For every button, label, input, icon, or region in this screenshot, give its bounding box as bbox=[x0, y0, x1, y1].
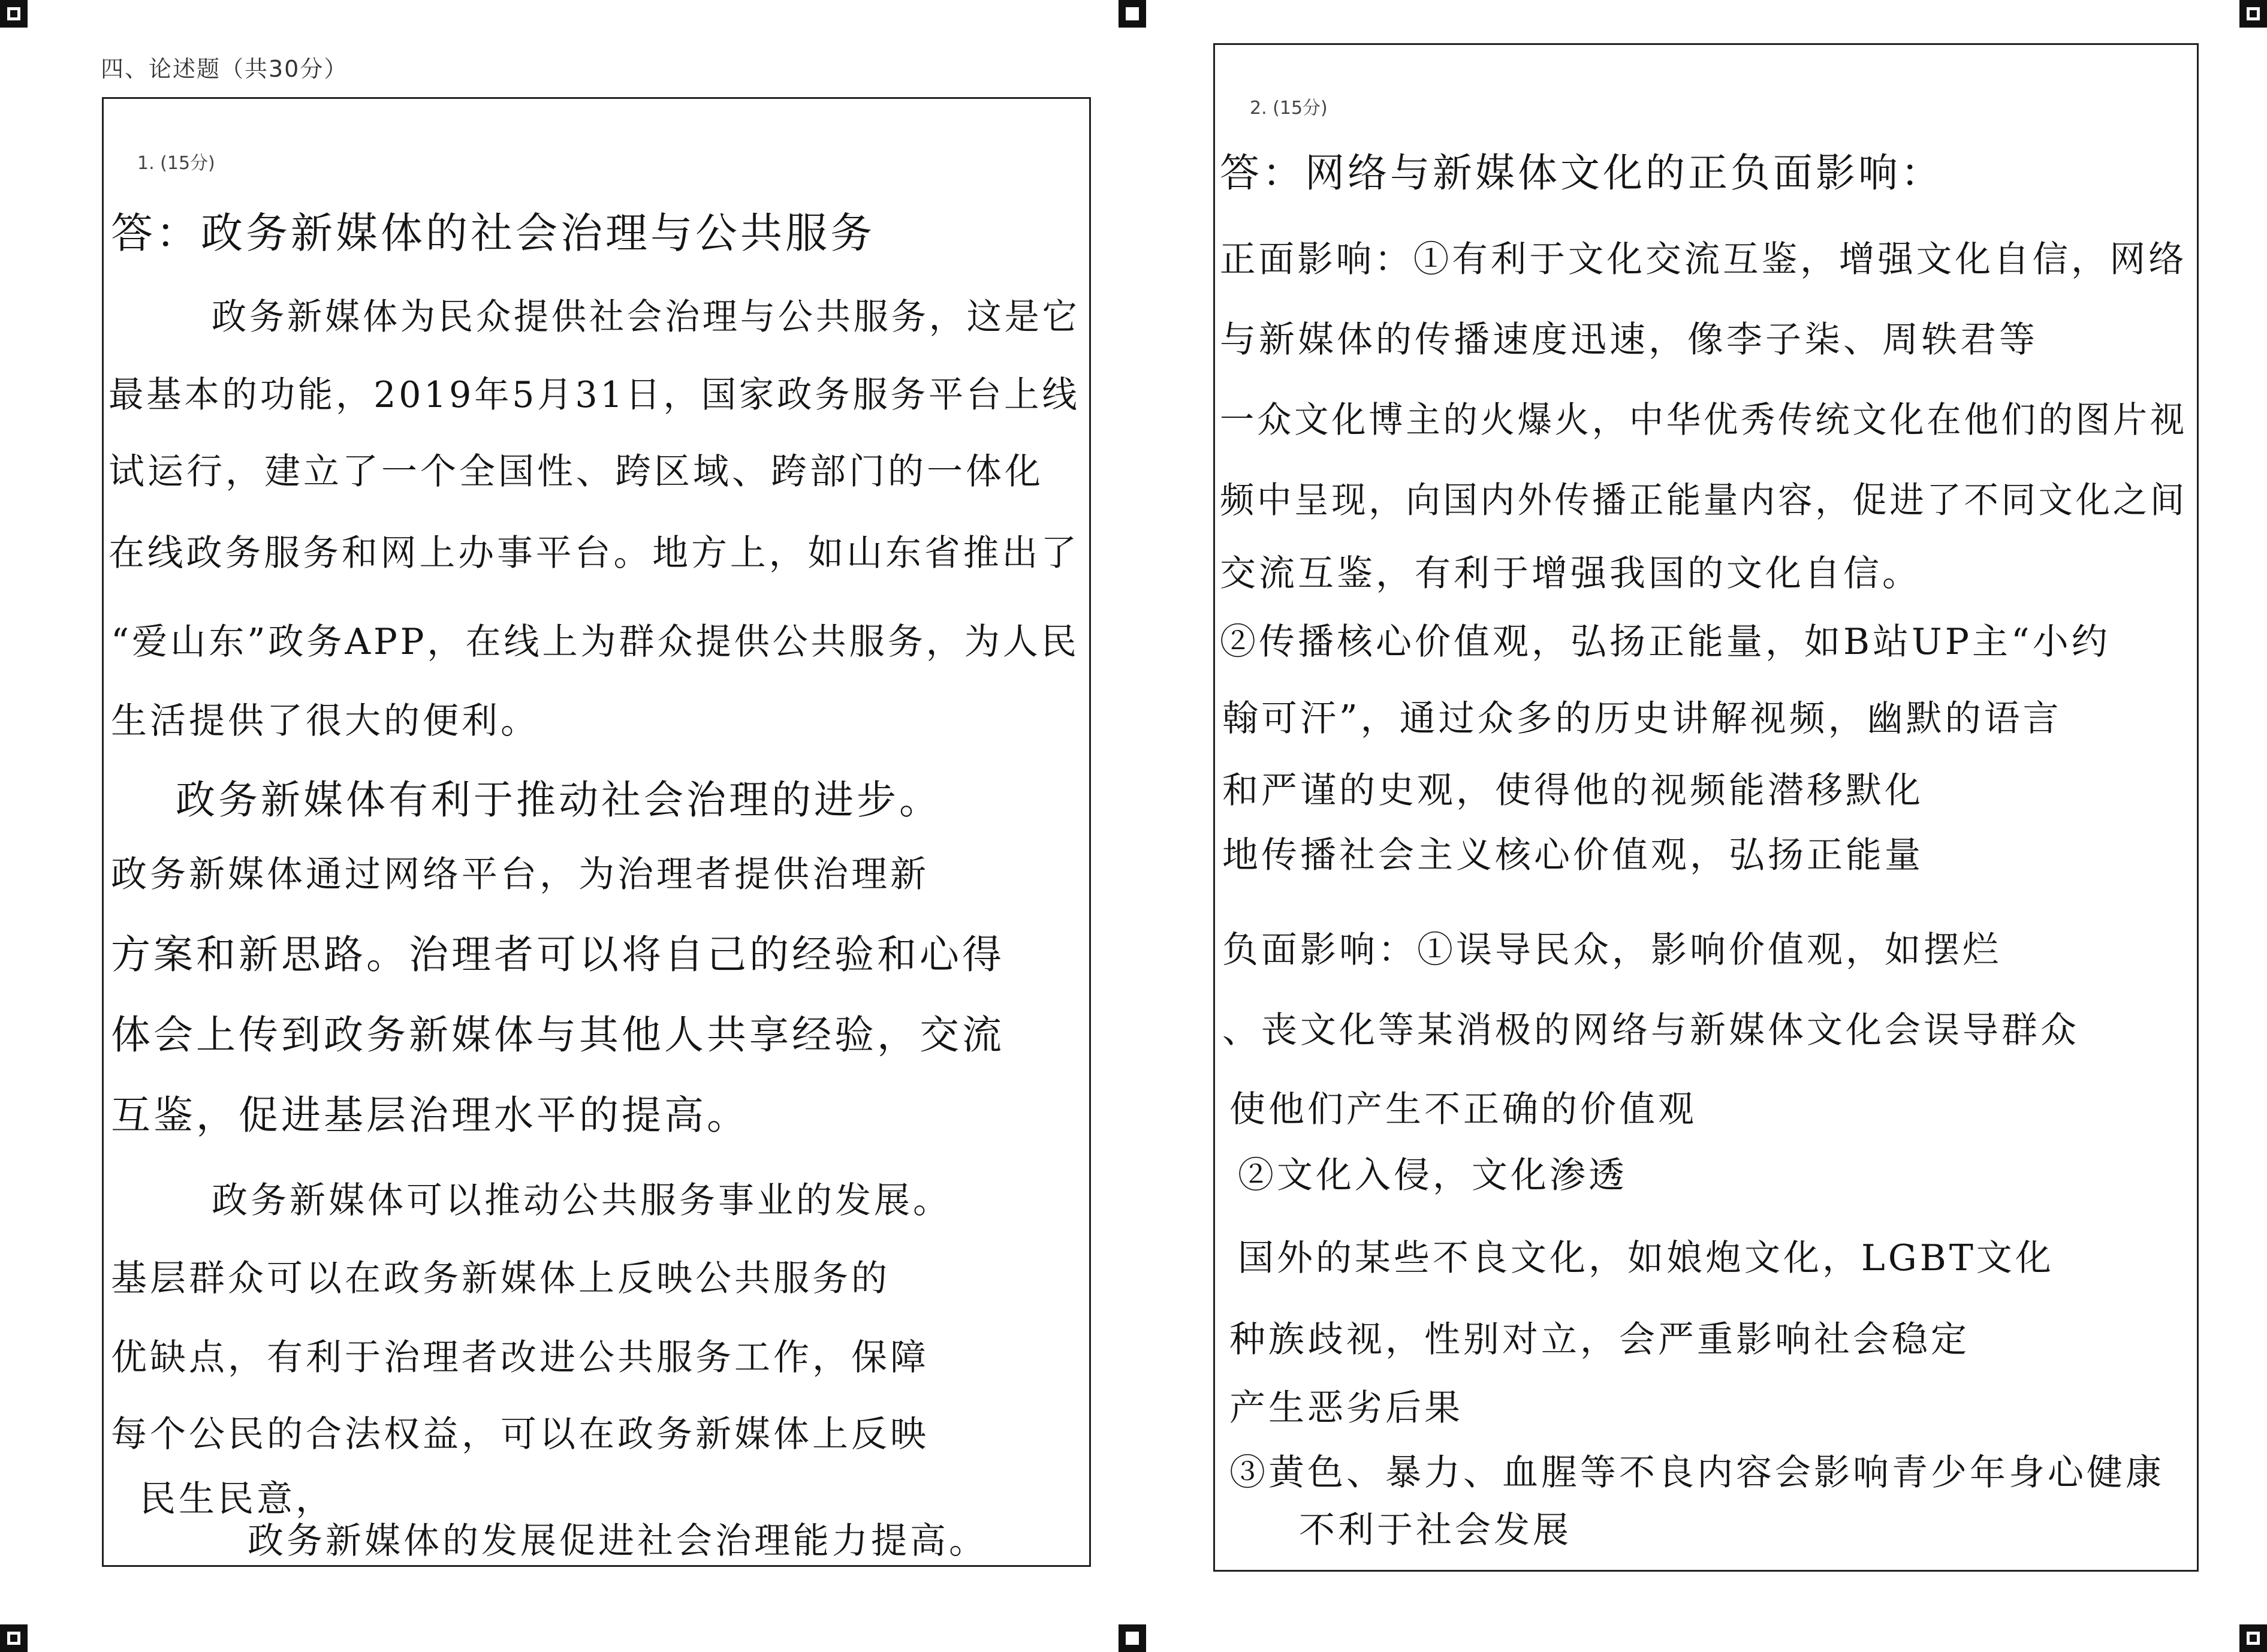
question-label-q1: 1. (15分) bbox=[137, 153, 215, 174]
answer-line: 一众文化博主的火爆火，中华优秀传统文化在他们的图片视 bbox=[1220, 399, 2187, 441]
answer-line: 国外的某些不良文化，如娘炮文化，LGBT文化 bbox=[1238, 1237, 2054, 1279]
section-title: 四、论述题（共30分） bbox=[101, 56, 348, 82]
answer-line: 在线政务服务和网上办事平台。地方上，如山东省推出了 bbox=[108, 532, 1080, 574]
answer-line: 每个公民的合法权益，可以在政务新媒体上反映 bbox=[111, 1413, 929, 1455]
answer-line: 交流互鉴，有利于增强我国的文化自信。 bbox=[1220, 553, 1921, 595]
answer-line: 基层群众可以在政务新媒体上反映公共服务的 bbox=[111, 1258, 890, 1300]
question-label-q2: 2. (15分) bbox=[1250, 98, 1328, 119]
answer-line: ③黄色、暴力、血腥等不良内容会影响青少年身心健康 bbox=[1229, 1452, 2164, 1494]
answer-line: 翰可汗”，通过众多的历史讲解视频，幽默的语言 bbox=[1222, 698, 2062, 740]
answer-line: 答：政务新媒体的社会治理与公共服务 bbox=[111, 209, 875, 258]
answer-line: 负面影响：①误导民众，影响价值观，如摆烂 bbox=[1222, 929, 2001, 971]
answer-line: 频中呈现，向国内外传播正能量内容，促进了不同文化之间 bbox=[1220, 480, 2187, 521]
answer-line: 试运行，建立了一个全国性、跨区域、跨部门的一体化 bbox=[108, 451, 1044, 493]
answer-box-q2 bbox=[1213, 43, 2199, 1572]
answer-line: 生活提供了很大的便利。 bbox=[111, 700, 539, 742]
answer-line: 政务新媒体的发展促进社会治理能力提高。 bbox=[248, 1520, 988, 1562]
answer-line: 正面影响：①有利于文化交流互鉴，增强文化自信，网络 bbox=[1220, 239, 2187, 281]
answer-line: 民生民意， bbox=[140, 1478, 334, 1520]
answer-line: 种族歧视，性别对立，会严重影响社会稳定 bbox=[1229, 1319, 1970, 1361]
answer-line: 体会上传到政务新媒体与其他人共享经验，交流 bbox=[111, 1012, 1005, 1058]
answer-line: 地传播社会主义核心价值观，弘扬正能量 bbox=[1222, 834, 1924, 876]
answer-line: 政务新媒体有利于推动社会治理的进步。 bbox=[176, 777, 942, 823]
registration-marker-bottom-right bbox=[2239, 1624, 2267, 1652]
answer-line: 互鉴，促进基层治理水平的提高。 bbox=[111, 1092, 749, 1138]
answer-line: 政务新媒体为民众提供社会治理与公共服务，这是它 bbox=[212, 296, 1080, 338]
answer-line: 使他们产生不正确的价值观 bbox=[1229, 1089, 1697, 1131]
answer-line: ②传播核心价值观，弘扬正能量，如B站UP主“小约 bbox=[1220, 621, 2111, 663]
answer-line: 产生恶劣后果 bbox=[1229, 1387, 1463, 1429]
answer-line: 与新媒体的传播速度迅速，像李子柒、周轶君等 bbox=[1220, 319, 2038, 361]
answer-line: 和严谨的史观，使得他的视频能潜移默化 bbox=[1222, 770, 1924, 812]
answer-box-q1 bbox=[102, 97, 1091, 1567]
answer-line: 答：网络与新媒体文化的正负面影响： bbox=[1220, 150, 1943, 196]
answer-line: 方案和新思路。治理者可以将自己的经验和心得 bbox=[111, 931, 1005, 978]
answer-line: 最基本的功能，2019年5月31日，国家政务服务平台上线 bbox=[108, 374, 1080, 416]
registration-marker-bottom-left bbox=[0, 1624, 28, 1652]
answer-line: 政务新媒体可以推动公共服务事业的发展。 bbox=[212, 1180, 952, 1222]
answer-line: 优缺点，有利于治理者改进公共服务工作，保障 bbox=[111, 1337, 929, 1379]
answer-line: 不利于社会发展 bbox=[1299, 1509, 1572, 1551]
registration-marker-bottom-center bbox=[1119, 1624, 1146, 1652]
registration-marker-top-right bbox=[2239, 0, 2267, 28]
answer-line: “爱山东”政务APP，在线上为群众提供公共服务，为人民 bbox=[111, 621, 1080, 663]
answer-line: 、丧文化等某消极的网络与新媒体文化会误导群众 bbox=[1222, 1009, 2079, 1051]
registration-marker-top-left bbox=[0, 0, 28, 28]
answer-line: ②文化入侵，文化渗透 bbox=[1238, 1154, 1627, 1196]
answer-line: 政务新媒体通过网络平台，为治理者提供治理新 bbox=[111, 854, 929, 896]
registration-marker-top-center bbox=[1119, 0, 1146, 28]
